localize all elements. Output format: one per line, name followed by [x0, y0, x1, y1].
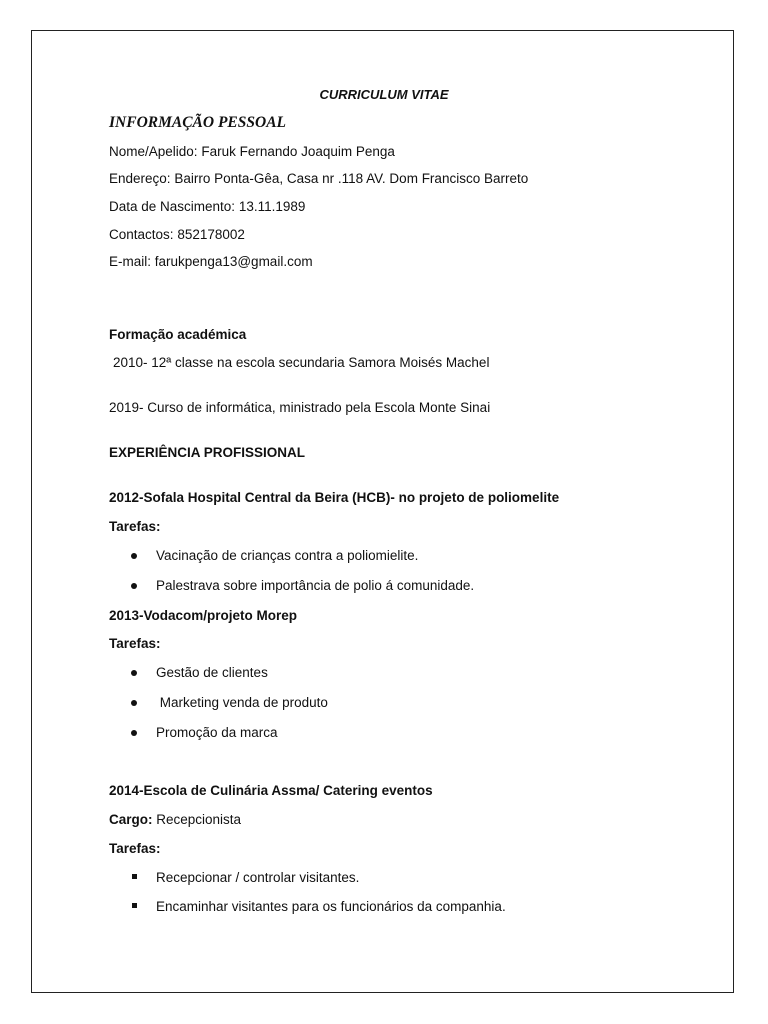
name-label: Nome/Apelido:: [109, 144, 198, 159]
bullet-dot-icon: [131, 670, 137, 676]
experience-heading: EXPERIÊNCIA PROFISSIONAL: [109, 445, 306, 460]
bullet-dot-icon: [131, 700, 137, 706]
job-title: 2014-Escola de Culinária Assma/ Catering eventos: [109, 783, 433, 798]
bullet-dot-icon: [131, 553, 137, 559]
role-label: Cargo:: [109, 812, 153, 827]
bullet-dot-icon: [131, 730, 137, 736]
task-item: Promoção da marca: [156, 725, 278, 740]
contacts-label: Contactos:: [109, 227, 174, 242]
address-value: Bairro Ponta-Gêa, Casa nr .118 AV. Dom Francisco Barreto: [174, 171, 529, 186]
bullet-square-icon: [132, 874, 137, 879]
birth-line: [109, 199, 305, 214]
job-title: 2013-Vodacom/projeto Morep: [109, 608, 298, 623]
task-item: Gestão de clientes: [156, 665, 268, 680]
contacts-line: [109, 227, 245, 242]
email-value: farukpenga13@gmail.com: [154, 254, 313, 269]
task-item: Recepcionar / controlar visitantes.: [156, 870, 360, 885]
education-item: 2019- Curso de informática, ministrado pela Escola Monte Sinai: [109, 400, 491, 415]
name-value: Faruk Fernando Joaquim Penga: [201, 144, 395, 159]
address-label: Endereço:: [109, 171, 171, 186]
education-item: 2010- 12ª classe na escola secundaria Samora Moisés Machel: [113, 355, 490, 370]
role-line: [109, 812, 241, 827]
personal-info-heading: INFORMAÇÃO PESSOAL: [109, 114, 287, 131]
bullet-square-icon: [132, 903, 137, 908]
name-line: [109, 144, 395, 159]
task-item: Encaminhar visitantes para os funcionários da companhia.: [156, 899, 506, 914]
email-label: E-mail:: [109, 254, 152, 269]
tasks-label: Tarefas:: [109, 519, 161, 534]
task-item: Vacinação de crianças contra a poliomielite.: [156, 548, 419, 563]
tasks-label: Tarefas:: [109, 636, 161, 651]
tasks-label: Tarefas:: [109, 841, 161, 856]
birth-label: Data de Nascimento:: [109, 199, 236, 214]
role-value: Recepcionista: [156, 812, 242, 827]
job-title: 2012-Sofala Hospital Central da Beira (HCB)- no projeto de poliomelite: [109, 490, 560, 505]
task-item: Marketing venda de produto: [156, 695, 328, 710]
education-heading: Formação académica: [109, 327, 247, 342]
birth-value: 13.11.1989: [238, 199, 306, 214]
contacts-value: 852178002: [177, 227, 245, 242]
task-item: Palestrava sobre importância de polio á comunidade.: [156, 578, 475, 593]
document-title: CURRICULUM VITAE: [319, 87, 449, 102]
bullet-dot-icon: [131, 583, 137, 589]
email-line: [109, 254, 313, 269]
address-line: [109, 171, 528, 186]
